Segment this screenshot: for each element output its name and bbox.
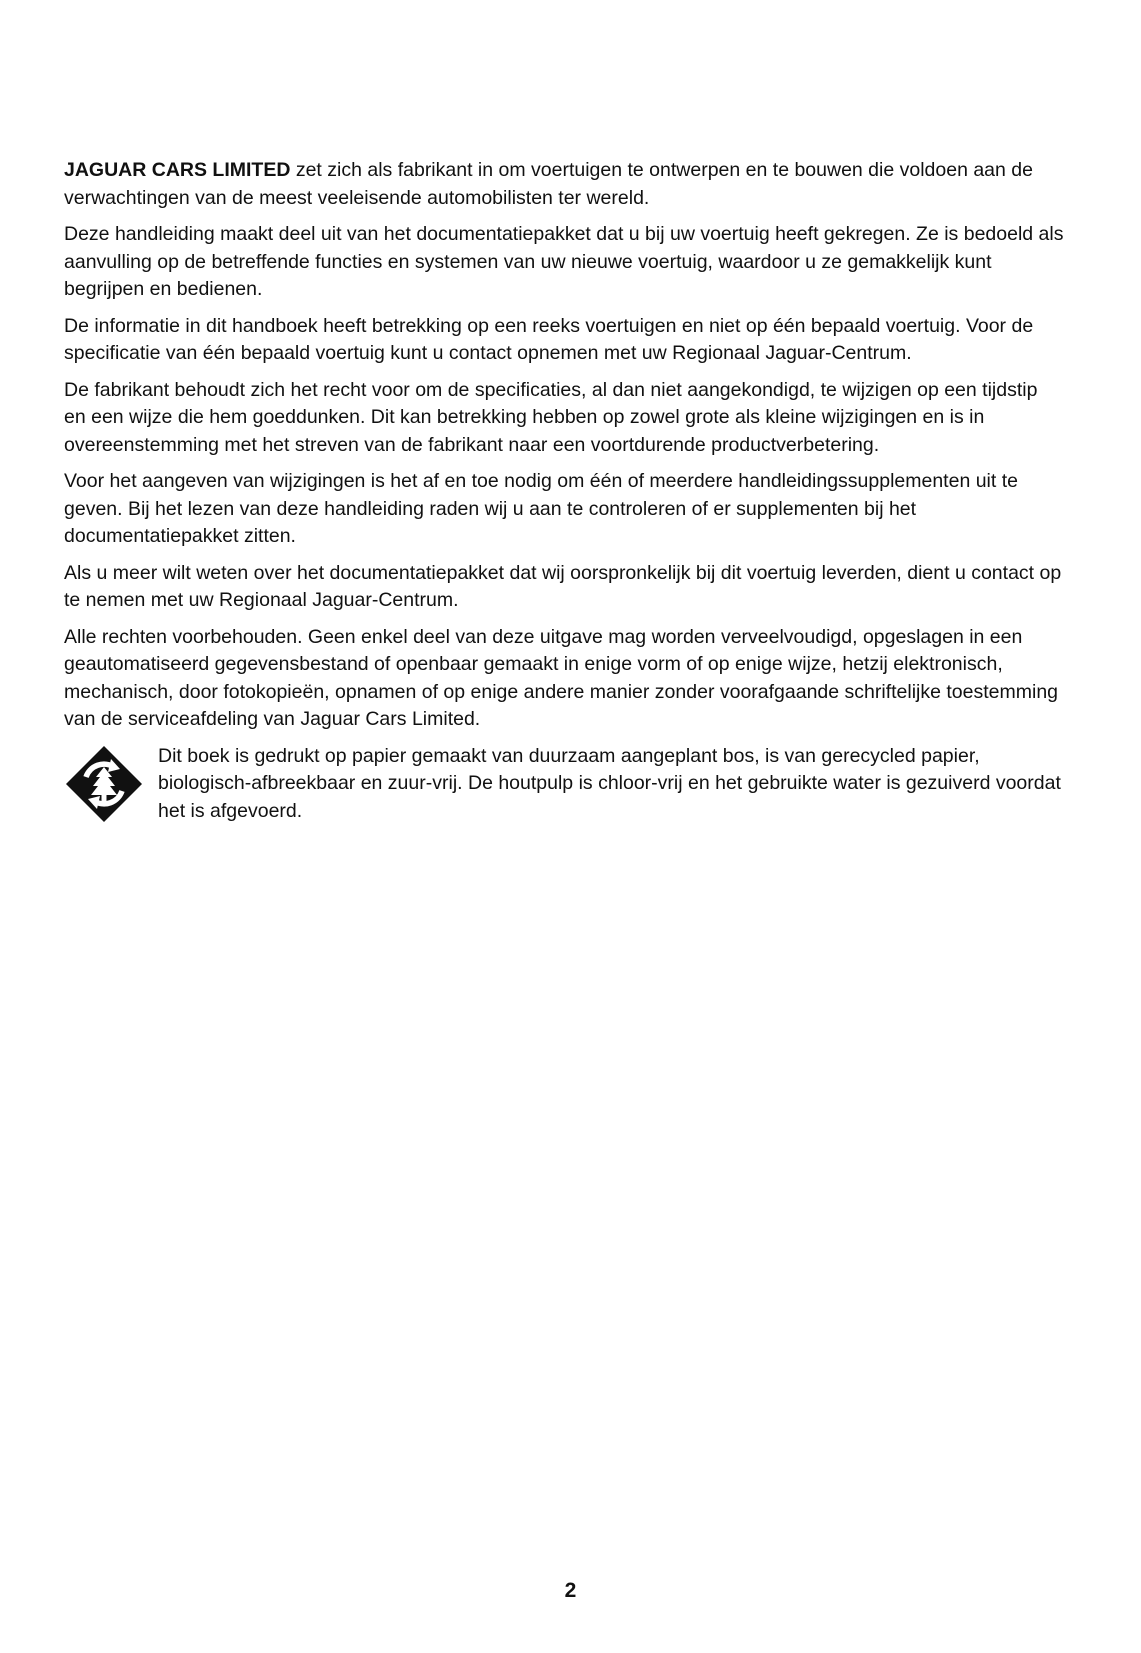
intro-paragraph bbox=[64, 157, 1064, 212]
paragraph-documentation: Deze handleiding maakt deel uit van het documentatiepakket dat u bij uw voertuig heeft gekregen. Ze is bedoeld als aanvulling op de betreffende functies en systemen van uw nieuwe voertuig, waardoor u ze gemakkelijk kunt begrijpen en bedienen. bbox=[64, 223, 1064, 300]
brand-name: JAGUAR CARS LIMITED bbox=[64, 159, 291, 181]
intro-text: zet zich als fabrikant in om voertuigen te ontwerpen en te bouwen die voldoen aan de verwachtingen van de meest veeleisende automobilisten ter wereld. bbox=[64, 159, 1033, 209]
recycled-tree-icon bbox=[64, 744, 144, 824]
document-body bbox=[64, 157, 1064, 825]
paragraph-contact: Als u meer wilt weten over het documentatiepakket dat wij oorspronkelijk bij dit voertuig leverden, dient u contact op te nemen met uw Regionaal Jaguar-Centrum. bbox=[64, 561, 1062, 611]
eco-notice bbox=[64, 743, 1064, 826]
page-number: 2 bbox=[564, 1579, 577, 1602]
paragraph-supplements: Voor het aangeven van wijzigingen is het af en toe nodig om één of meerdere handleidingssupplementen uit te geven. Bij het lezen van deze handleiding raden wij u aan te controleren of er supplementen bij het documentatiepakket zitten. bbox=[64, 470, 1018, 547]
paragraph-vehicle-range: De informatie in dit handboek heeft betrekking op een reeks voertuigen en niet op één bepaald voertuig. Voor de specificatie van één bepaald voertuig kunt u contact opnemen met uw Regionaal Jaguar-Centrum. bbox=[64, 314, 1034, 364]
eco-notice-text: Dit boek is gedrukt op papier gemaakt van duurzaam aangeplant bos, is van gerecycled papier, biologisch-afbreekbaar en zuur-vrij. De houtpulp is chloor-vrij en het gebruikte water is gezuiverd voordat het is afgevoerd. bbox=[158, 744, 1061, 822]
paragraph-copyright: Alle rechten voorbehouden. Geen enkel deel van deze uitgave mag worden verveelvoudigd, opgeslagen in een geautomatiseerd gegevensbestand of openbaar gemaakt in enige vorm of op enige wijze, hetzij elektronisch, mechanisch, door fotokopieën, opnamen of op enige andere manier zonder voorafgaande schriftelijke toestemming van de serviceafdeling van Jaguar Cars Limited. bbox=[64, 625, 1059, 730]
paragraph-specification-changes: De fabrikant behoudt zich het recht voor om de specificaties, al dan niet aangekondigd, te wijzigen op een tijdstip en een wijze die hem goeddunken. Dit kan betrekking hebben op zowel grote als kleine wijzigingen en is in overeenstemming met het streven van de fabrikant naar een voortdurende productverbetering. bbox=[64, 378, 1038, 456]
